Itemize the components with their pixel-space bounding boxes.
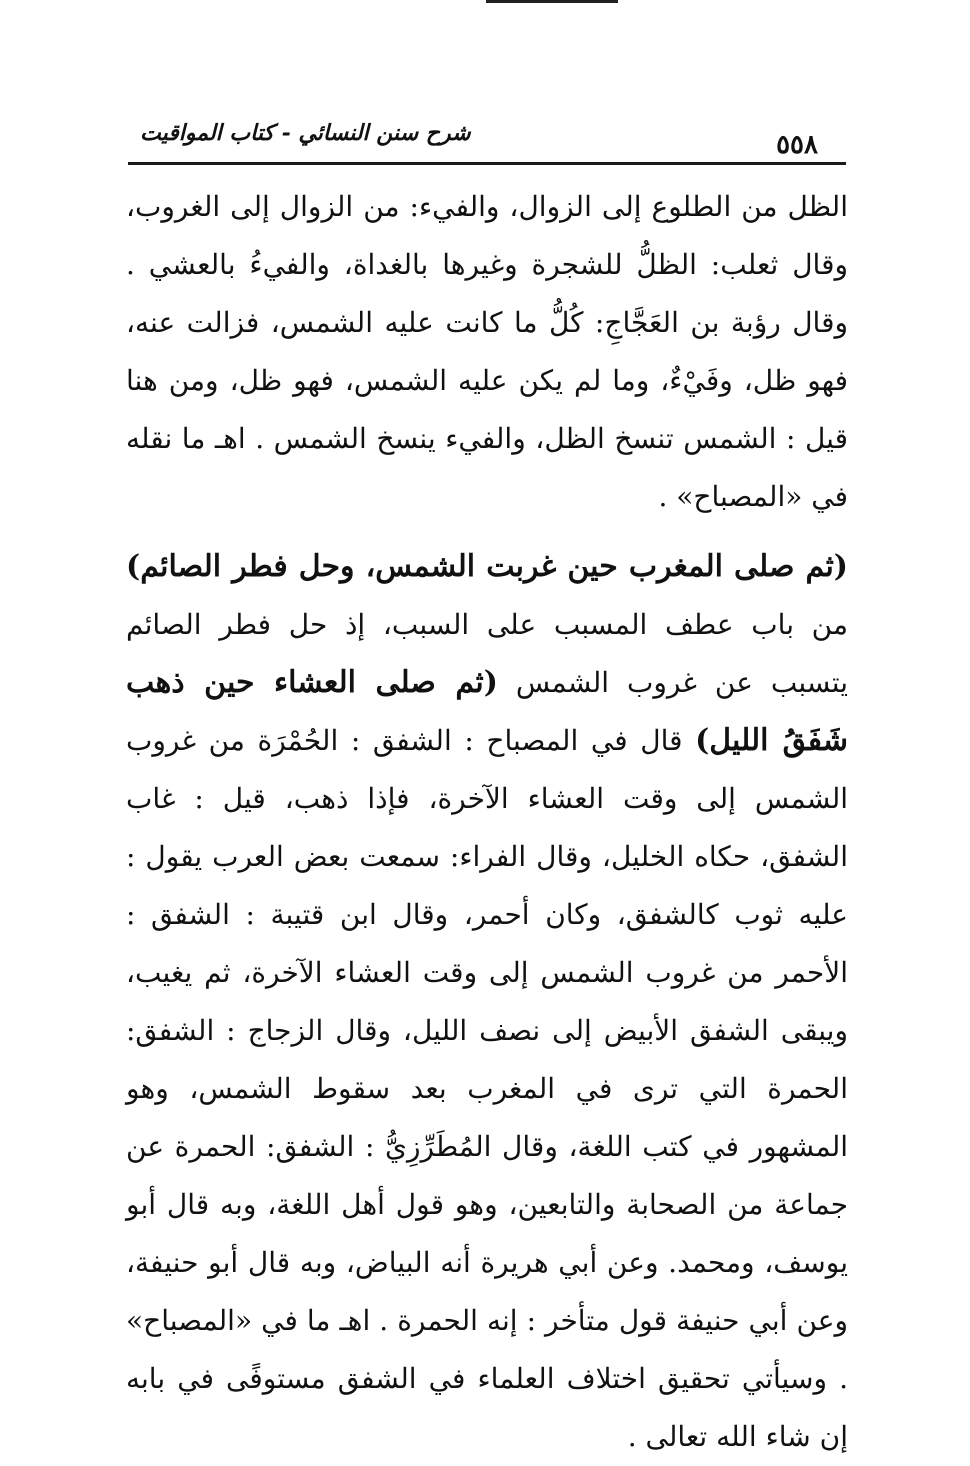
running-title: شرح سنن النسائي - كتاب المواقيت <box>134 120 477 146</box>
commentary-text: من باب عطف المسبب على السبب، إذ حل فطر الصائم يتسبب عن غروب الشمس <box>126 608 849 699</box>
page-number: ٥٥٨ <box>768 130 826 160</box>
page-header <box>128 118 846 170</box>
paragraph-shadow-definition: الظل من الطلوع إلى الزوال، والفيء: من الزوال إلى الغروب، وقال ثعلب: الظلُّ للشجرة وغيرها بالغداة، والفيءُ بالعشي . وقال رؤبة بن العَجَّاجِ: كُلُّ ما كانت عليه الشمس، فزالت عنه، فهو ظل، وفَيْءٌ، وما لم يكن عليه الشمس، فهو ظل، ومن هنا قيل : الشمس تنسخ الظل، والفيء ينسخ الشمس . اهـ ما نقله في «المصباح» . <box>126 190 848 513</box>
page-body <box>126 178 848 1466</box>
header-rule <box>128 162 846 165</box>
hadith-quote-isha: (ثم صلى العشاء حين ذهب شَفَقُ الليل) <box>126 665 848 758</box>
top-edge-mark <box>486 0 618 3</box>
paragraph-maghrib-isha <box>126 538 848 1466</box>
hadith-quote-maghrib: (ثم صلى المغرب حين غربت الشمس، وحل فطر الصائم) <box>126 549 848 584</box>
commentary-text-shafaq: قال في المصباح : الشفق : الحُمْرَة من غروب الشمس إلى وقت العشاء الآخرة، فإذا ذهب، قيل : غاب الشفق، حكاه الخليل، وقال الفراء: سمعت بعض العرب يقول : عليه ثوب كالشفق، وكان أحمر، وقال ابن قتيبة : الشفق : الأحمر من غروب الشمس إلى وقت العشاء الآخرة، ثم يغيب، ويبقى الشفق الأبيض إلى نصف الليل، وقال الزجاج : الشفق: الحمرة التي ترى في المغرب بعد سقوط الشمس، وهو المشهور في كتب اللغة، وقال المُطَرِّزِيُّ : الشفق: الحمرة عن جماعة من الصحابة والتابعين، وهو قول أهل اللغة، وبه قال أبو يوسف، ومحمد. وعن أبي هريرة أنه البياض، وبه قال أبو حنيفة، وعن أبي حنيفة قول متأخر : إنه الحمرة . اهـ ما في «المصباح» . وسيأتي تحقيق اختلاف العلماء في الشفق مستوفًى في بابه إن شاء الله تعالى . <box>126 724 849 1453</box>
